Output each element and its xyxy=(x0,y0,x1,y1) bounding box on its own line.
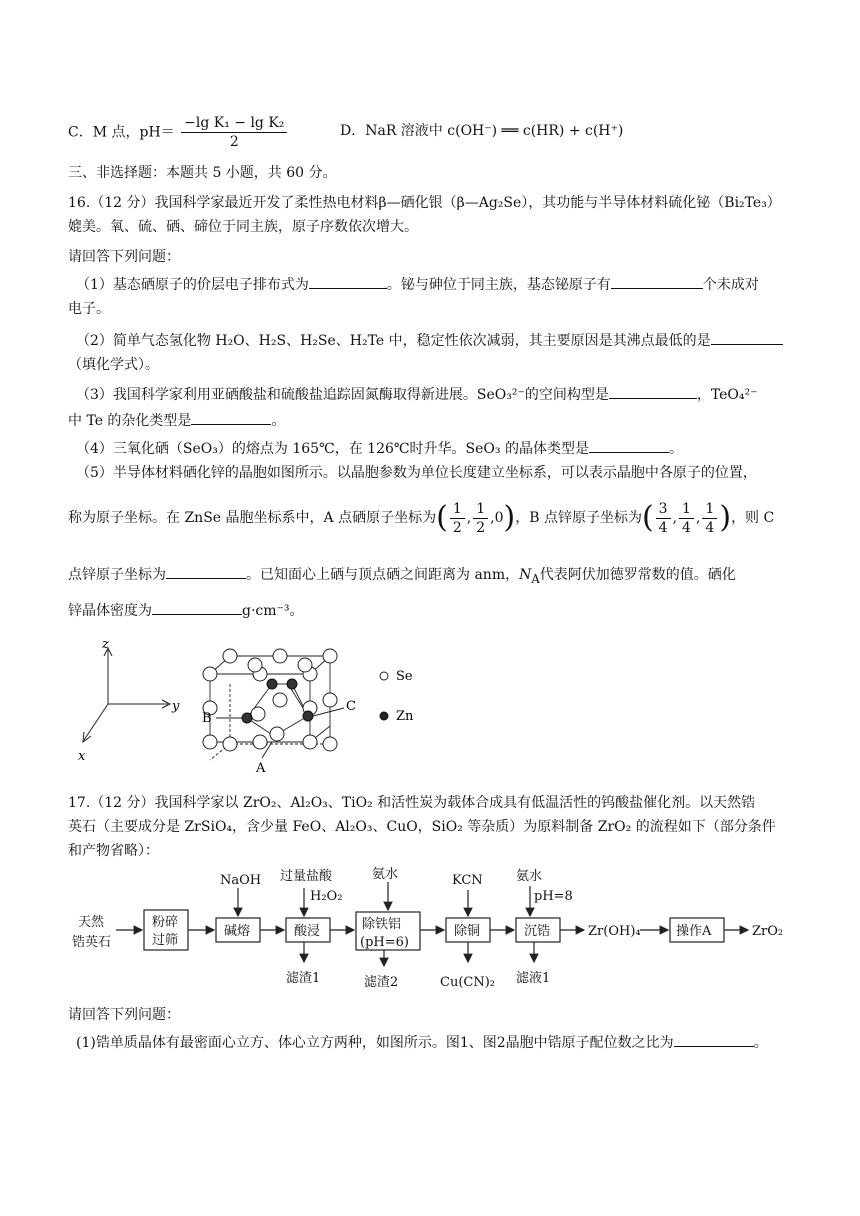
frac-num: 3 xyxy=(656,500,671,519)
frac-num: 1 xyxy=(679,500,694,519)
q16-p3-text-d: 。 xyxy=(271,413,286,429)
answer-blank[interactable] xyxy=(611,272,703,289)
flow-input-naoh: NaOH xyxy=(220,873,262,888)
flow-input-ammonia-2: 氨水 xyxy=(516,869,543,884)
flow-box-zr-label: 沉锆 xyxy=(524,924,551,939)
q16-p5-text-b: 称为原子坐标。在 ZnSe 晶胞坐标系中，A 点硒原子坐标为 xyxy=(68,510,437,526)
flow-box-fe-al-line2: (pH=6) xyxy=(360,935,409,950)
coord-b-frac-3 xyxy=(702,500,717,537)
q17-intro-1: 17.（12 分）我国科学家以 ZrO₂、Al₂O₃、TiO₂ 和活性炭为载体合成具有低温活性的钨酸盐催化剂。以天然锆 xyxy=(68,795,756,811)
q16-p4-text-a: （4）三氧化硒（SeO₃）的熔点为 165℃，在 126℃时升华。SeO₃ 的晶体类型是 xyxy=(76,441,589,457)
answer-blank[interactable] xyxy=(166,562,246,579)
q16-p1-text-a: （1）基态硒原子的价层电子排布式为 xyxy=(76,277,309,293)
frac-den: 4 xyxy=(658,519,668,536)
flow-output-residue1: 滤渣1 xyxy=(286,971,321,986)
flow-input-ph8: pH=8 xyxy=(534,889,573,904)
q16-p2-text-a: （2）简单气态氢化物 H₂O、H₂S、H₂Se、H₂Te 中，稳定性依次减弱，其主要原因是其沸点最低的是 xyxy=(76,333,711,349)
flow-box-fe-al-line1: 除铁铝 xyxy=(362,917,402,932)
coord-a-frac-2 xyxy=(473,500,488,537)
axis-x-label: x xyxy=(78,749,86,764)
flow-box-cu-label: 除铜 xyxy=(454,924,481,939)
q17-p1-text-a: (1)锆单质晶体有最密面心立方、体心立方两种，如图所示。图1、图2晶胞中锆原子配位数之比为 xyxy=(76,1035,674,1051)
flow-input-h2o2: H₂O₂ xyxy=(310,889,343,904)
avogadro-subscript: A xyxy=(531,571,540,586)
frac-num: 1 xyxy=(450,500,465,519)
coordinate-axes xyxy=(83,648,170,742)
legend-se-marker xyxy=(380,672,388,680)
flow-output-filtrate1: 滤液1 xyxy=(516,971,551,986)
avogadro-symbol: N xyxy=(519,567,532,583)
q16-part-3 xyxy=(76,382,800,406)
q17-prompt: 请回答下列问题： xyxy=(68,1007,180,1023)
flow-box-crush-line1: 粉碎 xyxy=(152,915,179,930)
q16-p5-text-e: 点锌原子坐标为 xyxy=(68,567,166,583)
q16-part-5-line4 xyxy=(68,598,800,622)
option-c xyxy=(68,114,289,151)
answer-blank[interactable] xyxy=(191,408,271,425)
q16-part-2 xyxy=(76,328,800,352)
q16-p5-text-c: ，B 点锌原子坐标为 xyxy=(515,510,642,526)
q17-intro-2: 英石（主要成分是 ZrSiO₄，含少量 FeO、Al₂O₃、CuO，SiO₂ 等杂质）为原料制备 ZrO₂ 的流程如下（部分条件 xyxy=(68,819,776,835)
axis-z-label: z xyxy=(102,637,109,652)
option-c-denominator: 2 xyxy=(229,134,239,150)
legend-zn-marker xyxy=(380,712,388,720)
q16-part-3-cont xyxy=(68,408,800,432)
label-c: C xyxy=(346,699,356,714)
flow-box-operation-a-label: 操作A xyxy=(676,924,712,939)
legend-zn-label: Zn xyxy=(396,709,414,724)
flow-end-zro2: ZrO₂ xyxy=(752,924,784,939)
option-c-prefix: C．M 点，pH＝ xyxy=(68,124,175,141)
flow-intermediate-zroh4: Zr(OH)₄ xyxy=(588,924,641,939)
q16-part-2-cont: （填化学式）。 xyxy=(68,357,159,373)
coord-a-frac-1 xyxy=(450,500,465,537)
q16-part-1-cont: 电子。 xyxy=(68,301,110,317)
flow-output-residue2: 滤渣2 xyxy=(364,975,399,990)
q16-p5-text-f: 。已知面心上硒与顶点硒之间距离为 anm， xyxy=(246,567,520,583)
x-arrow xyxy=(83,732,91,742)
flow-input-hcl: 过量盐酸 xyxy=(280,869,333,884)
label-a: A xyxy=(256,761,266,776)
q16-intro-1: 16.（12 分）我国科学家最近开发了柔性热电材料β—硒化银（β—Ag₂Se），其功能与半导体材料硫化铋（Bi₂Te₃） xyxy=(68,195,781,211)
q17-intro-3: 和产物省略）： xyxy=(68,843,159,859)
paren-open: ( xyxy=(436,500,448,535)
q16-p5-text-j: 锌晶体密度为 xyxy=(68,603,152,619)
coord-a-z: 0 xyxy=(494,510,504,526)
flow-input-ammonia: 氨水 xyxy=(372,867,399,882)
q16-p4-text-b: 。 xyxy=(668,441,683,457)
frac-den: 2 xyxy=(452,519,462,536)
paren-close: ) xyxy=(503,500,516,535)
option-c-numerator: −lg K₁ − lg K₂ xyxy=(181,114,287,133)
coord-b-frac-2 xyxy=(679,500,694,537)
frac-num: 1 xyxy=(702,500,717,519)
flow-box-acid-label: 酸浸 xyxy=(294,924,321,939)
answer-blank[interactable] xyxy=(674,1030,754,1047)
q16-part-4 xyxy=(76,436,800,460)
paren-close: ) xyxy=(719,500,732,535)
flow-start-2: 锆英石 xyxy=(72,935,112,950)
q16-part-5-coords: 称为原子坐标。在 ZnSe 晶胞坐标系中，A 点硒原子坐标为( $\frac{1}{2}$ , $\frac{1}{2}$ ,0)，B 点锌原子坐标为( $\frac{3}{4}$ , $\frac{1}{4}$ , $\frac{1}{4}$ )，则 C xyxy=(68,500,775,536)
q16-p5-text-k: g·cm⁻³。 xyxy=(242,603,304,619)
x-axis xyxy=(84,704,108,740)
option-d: D．NaR 溶液中 c(OH⁻) ══ c(HR) + c(H⁺) xyxy=(340,123,624,139)
q16-p5-text-d: ，则 C xyxy=(731,510,775,526)
frac-num: 1 xyxy=(473,500,488,519)
answer-blank[interactable] xyxy=(589,436,669,453)
q16-p1-text-c: 个未成对 xyxy=(702,277,759,293)
paren-open: ( xyxy=(641,500,654,535)
axis-y-label: y xyxy=(172,699,180,714)
flow-box-alkali-label: 碱熔 xyxy=(224,924,251,939)
coord-b-frac-1 xyxy=(656,500,671,537)
flow-box-crush-line2: 过筛 xyxy=(152,933,179,948)
answer-blank[interactable] xyxy=(152,598,242,615)
znse-unit-cell-figure xyxy=(50,632,450,780)
label-b: B xyxy=(202,711,212,726)
q17-part-1 xyxy=(76,1030,800,1054)
flow-start-1: 天然 xyxy=(78,915,105,930)
q16-prompt: 请回答下列问题： xyxy=(68,249,180,265)
answer-blank[interactable] xyxy=(609,382,697,399)
q16-p3-text-c: 中 Te 的杂化类型是 xyxy=(68,413,192,429)
answer-blank[interactable] xyxy=(309,272,387,289)
zro2-process-flowchart xyxy=(70,866,790,996)
frac-den: 4 xyxy=(682,519,691,536)
q16-p3-text-b: ，TeO₄²⁻ xyxy=(696,387,758,403)
q16-p3-text-a: （3）我国科学家利用亚硒酸盐和硫酸盐追踪固氮酶取得新进展。SeO₃²⁻的空间构型是 xyxy=(76,387,609,403)
se-atoms xyxy=(203,649,337,751)
legend-se-label: Se xyxy=(396,669,413,684)
answer-blank[interactable] xyxy=(711,328,783,345)
q16-part-1 xyxy=(76,272,800,296)
flow-input-kcn: KCN xyxy=(452,873,483,888)
option-c-fraction xyxy=(181,114,287,151)
frac-den: 2 xyxy=(476,519,486,536)
q16-part-5: （5）半导体材料硒化锌的晶胞如图所示。以晶胞参数为单位长度建立坐标系，可以表示晶胞中各原子的位置， xyxy=(76,465,757,481)
frac-den: 4 xyxy=(705,519,715,536)
flow-output-cucn2: Cu(CN)₂ xyxy=(440,975,495,990)
section-3-heading: 三、非选择题：本题共 5 小题，共 60 分。 xyxy=(68,165,337,181)
q16-p1-text-b: 。铋与砷位于同主族，基态铋原子有 xyxy=(386,277,611,293)
q17-p1-text-b: 。 xyxy=(753,1035,768,1051)
q16-intro-2: 媲美。氧、硫、硒、碲位于同主族，原子序数依次增大。 xyxy=(68,219,418,235)
q16-p5-text-i: 代表阿伏加德罗常数的值。硒化 xyxy=(539,567,736,583)
q16-part-5-line3 xyxy=(68,562,800,590)
